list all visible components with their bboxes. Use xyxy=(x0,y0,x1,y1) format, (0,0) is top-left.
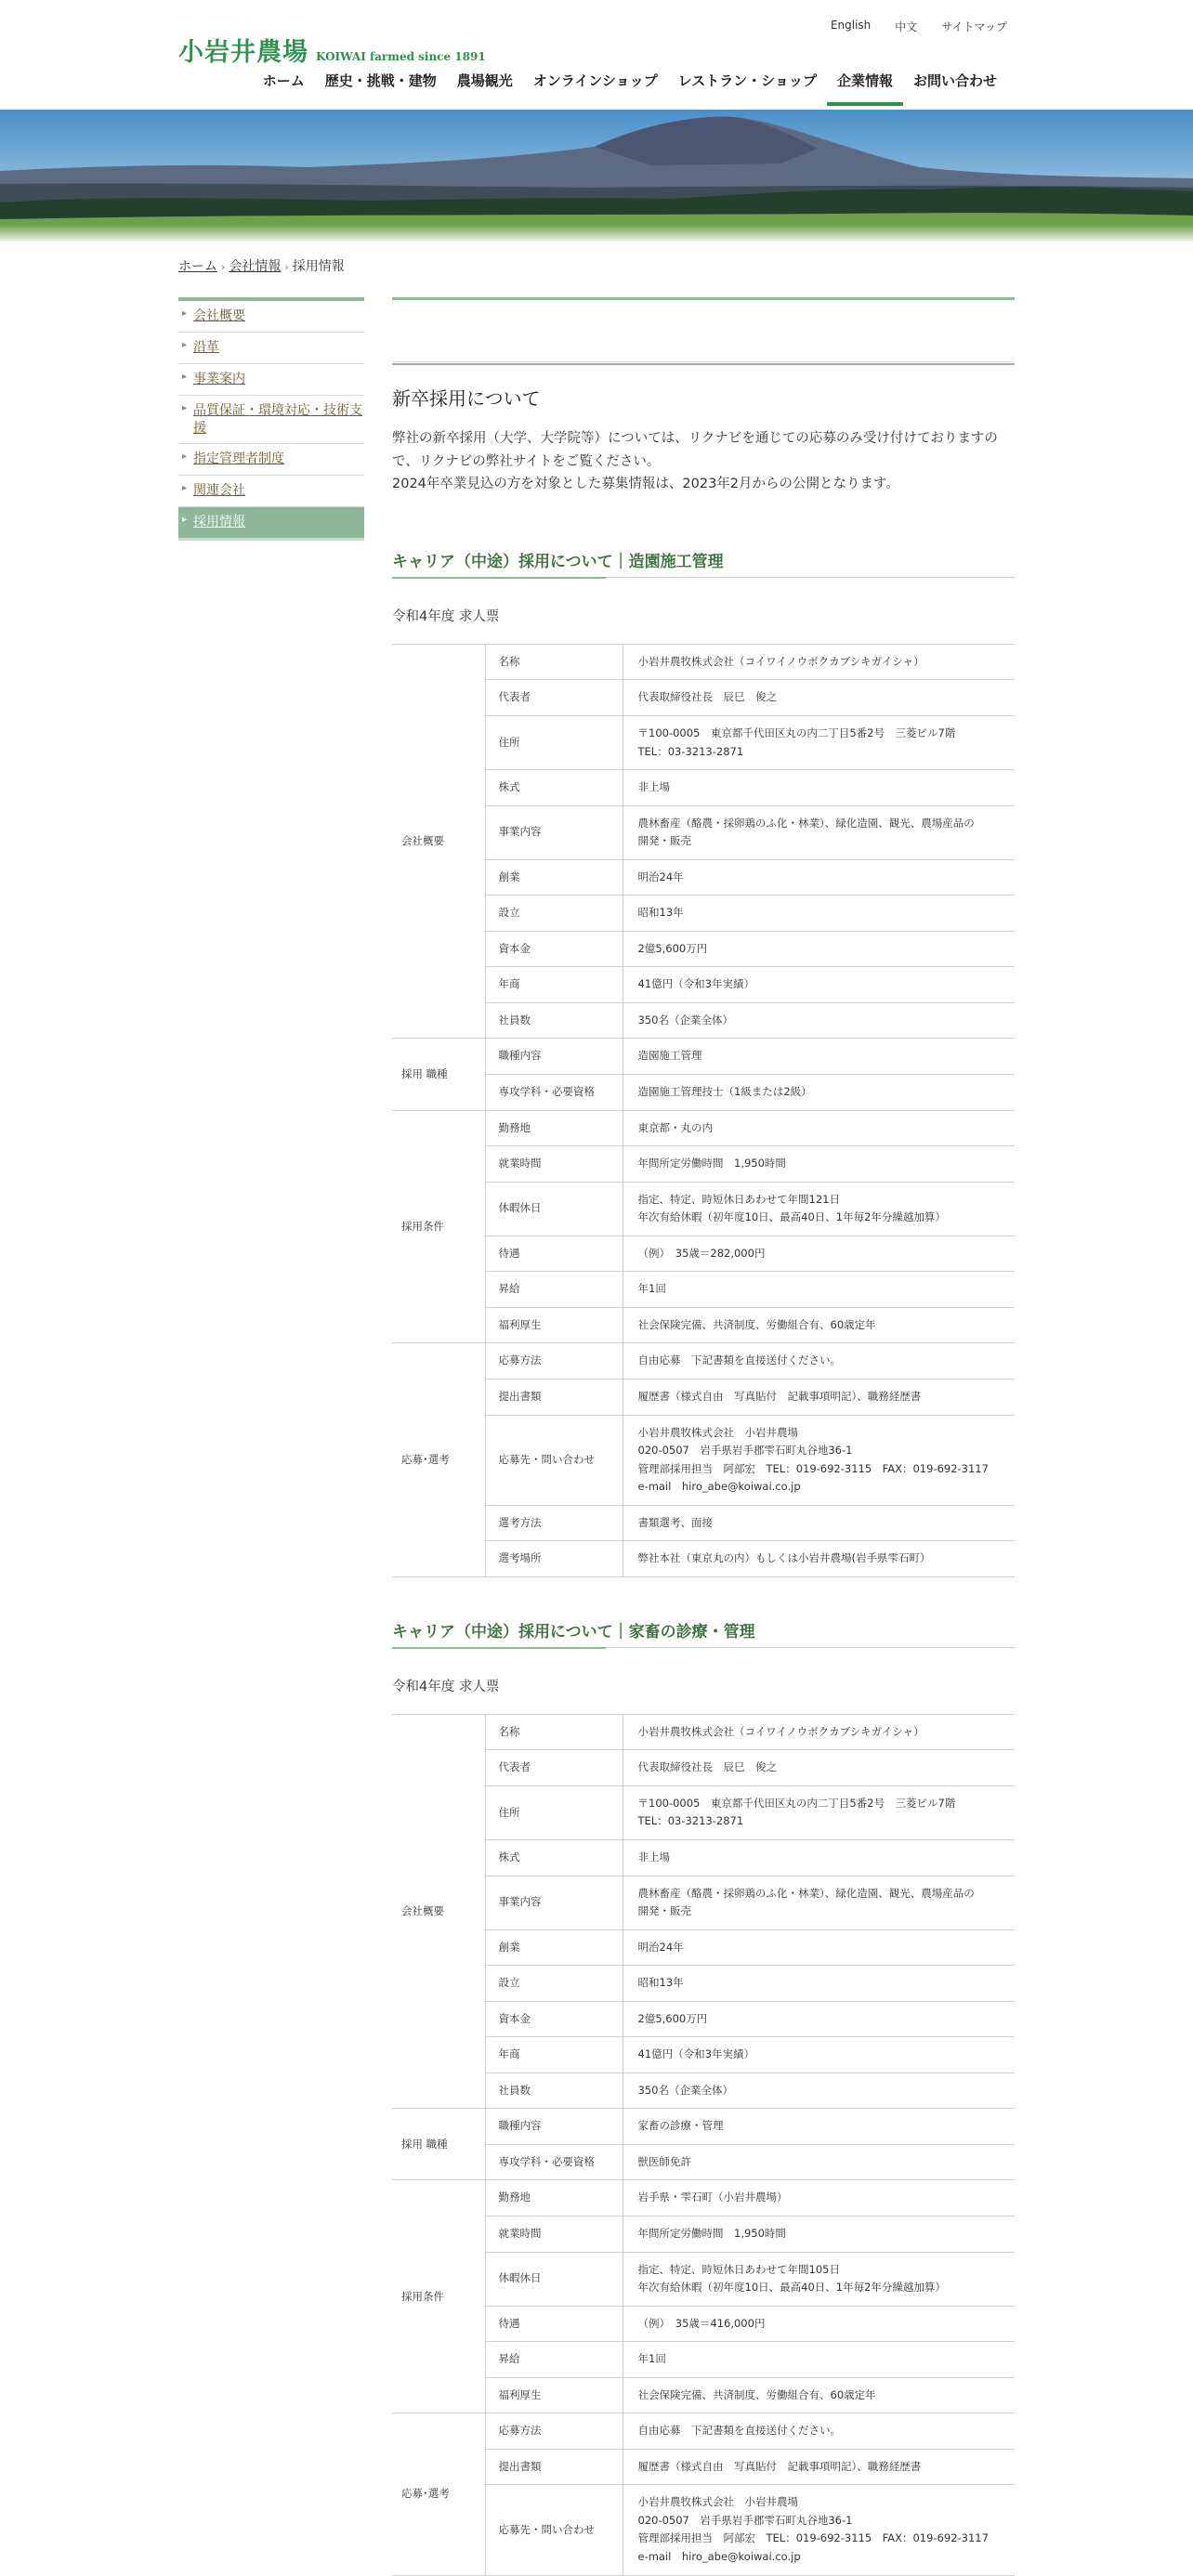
table-field-value: 年1回 xyxy=(623,2342,1015,2378)
utility-nav xyxy=(831,19,1007,34)
table-row xyxy=(392,1039,1015,1075)
logo-text: 小岩井農場 xyxy=(178,38,308,67)
table-row xyxy=(392,680,1015,716)
table-row xyxy=(392,716,1015,770)
table-field-label: 職種内容 xyxy=(485,1039,623,1075)
table-row xyxy=(392,896,1015,932)
table-field-value: 非上場 xyxy=(623,1839,1015,1876)
table-row xyxy=(392,644,1015,680)
table-field-value: 2億5,600万円 xyxy=(623,2001,1015,2037)
table-field-value: （例） 35歳＝282,000円 xyxy=(623,1236,1015,1272)
newgrad-schedule: 2024年卒業見込の方を対象とした募集情報は、2023年2月からの公開となります。 xyxy=(392,477,899,492)
table-field-value: 書類選考、面接 xyxy=(623,1505,1015,1541)
table-row xyxy=(392,1110,1015,1146)
main-top-rule xyxy=(392,297,1015,362)
career2-title: キャリア（中途）採用について｜家畜の診療・管理 xyxy=(392,1618,1015,1648)
breadcrumb-separator-icon: › xyxy=(221,261,226,273)
career2-job-table xyxy=(392,1714,1015,2576)
table-field-value: 明治24年 xyxy=(623,859,1015,896)
table-field-value: 東京都・丸の内 xyxy=(623,1110,1015,1146)
table-field-label: 住所 xyxy=(485,1785,623,1839)
table-row xyxy=(392,2485,1015,2575)
table-row xyxy=(392,1236,1015,1272)
table-row xyxy=(392,1182,1015,1236)
table-row xyxy=(392,1839,1015,1876)
table-row xyxy=(392,1714,1015,1750)
table-field-label: 創業 xyxy=(485,1929,623,1966)
table-field-value: 弊社本社（東京丸の内）もしくは小岩井農場(岩手県雫石町） xyxy=(623,1541,1015,1577)
table-field-label: 専攻学科・必要資格 xyxy=(485,2144,623,2180)
table-row xyxy=(392,1785,1015,1839)
table-field-value: 岩手県・雫石町（小岩井農場） xyxy=(623,2180,1015,2216)
table-field-value: 年間所定労働時間 1,950時間 xyxy=(623,1146,1015,1183)
table-field-value: 2億5,600万円 xyxy=(623,931,1015,967)
table-field-label: 就業時間 xyxy=(485,1146,623,1183)
breadcrumb xyxy=(178,242,1015,297)
table-field-label: 福利厚生 xyxy=(485,1307,623,1343)
nav-restaurant[interactable]: レストラン・ショップ xyxy=(677,72,817,89)
table-field-label: 昇給 xyxy=(485,2342,623,2378)
table-field-value: 代表取締役社長 辰巳 俊之 xyxy=(623,680,1015,716)
table-field-value: 指定、特定、時短休日あわせて年間121日 年次有給休暇（初年度10日、最高40日、1年毎2年分繰越加算） xyxy=(623,1182,1015,1236)
table-field-value: 350名（企業全体） xyxy=(623,2073,1015,2109)
nav-online-shop[interactable]: オンラインショップ xyxy=(532,72,658,89)
table-field-label: 年商 xyxy=(485,967,623,1003)
table-field-label: 待遇 xyxy=(485,1236,623,1272)
table-row xyxy=(392,931,1015,967)
table-row xyxy=(392,2413,1015,2450)
table-field-label: 年商 xyxy=(485,2037,623,2073)
table-row xyxy=(392,1379,1015,1415)
table-field-value: 41億円（令和3年実績） xyxy=(623,967,1015,1003)
nav-tourism[interactable]: 農場観光 xyxy=(456,72,513,89)
table-field-value: 代表取締役社長 辰巳 俊之 xyxy=(623,1750,1015,1786)
table-field-value: 非上場 xyxy=(623,770,1015,806)
table-row xyxy=(392,2180,1015,2216)
table-field-value: 小岩井農牧株式会社（コイワイノウボクカブシキガイシャ） xyxy=(623,1714,1015,1750)
breadcrumb-current: 採用情報 xyxy=(292,259,345,274)
table-field-value: 小岩井農牧株式会社 小岩井農場 020-0507 岩手県岩手郡雫石町丸谷地36-1 管理部採用担当 阿部宏 TEL：019-692-3115 FAX：019-692-3117 e-mail hiro_abe@koiwai.co.jp xyxy=(623,2485,1015,2575)
util-link-chinese[interactable]: 中文 xyxy=(895,20,918,33)
breadcrumb-separator-icon: › xyxy=(284,261,289,273)
career1-title: キャリア（中途）採用について｜造園施工管理 xyxy=(392,548,1015,578)
mountain-illustration xyxy=(0,110,1193,242)
table-field-label: 勤務地 xyxy=(485,2180,623,2216)
table-row xyxy=(392,1966,1015,2002)
table-row xyxy=(392,1929,1015,1966)
table-field-value: （例） 35歳＝416,000円 xyxy=(623,2306,1015,2342)
table-group-label: 採用 職種 xyxy=(392,1039,485,1110)
table-field-value: 年1回 xyxy=(623,1272,1015,1308)
table-field-value: 350名（企業全体） xyxy=(623,1002,1015,1039)
table-field-value: 農林畜産（酪農・採卵鶏のふ化・林業）、緑化造園、観光、農場産品の 開発・販売 xyxy=(623,1876,1015,1929)
table-field-label: 休暇休日 xyxy=(485,2252,623,2306)
table-field-label: 応募先・問い合わせ xyxy=(485,1415,623,1505)
table-group-label: 会社概要 xyxy=(392,1714,485,2109)
table-field-label: 提出書類 xyxy=(485,1379,623,1415)
table-field-value: 獣医師免許 xyxy=(623,2144,1015,2180)
table-field-label: 代表者 xyxy=(485,680,623,716)
table-field-label: 名称 xyxy=(485,1714,623,1750)
table-row xyxy=(392,1272,1015,1308)
table-field-value: 家畜の診療・管理 xyxy=(623,2109,1015,2145)
table-field-label: 創業 xyxy=(485,859,623,896)
table-row xyxy=(392,2252,1015,2306)
newgrad-text: 弊社の新卒採用（大学、大学院等）については、リクナビを通じての応募のみ受け付けておりますので、リクナビの弊社サイトをご覧ください。 xyxy=(392,431,998,469)
table-field-label: 選考場所 xyxy=(485,1541,623,1577)
table-group-label: 採用 職種 xyxy=(392,2109,485,2180)
table-row xyxy=(392,2342,1015,2378)
table-row xyxy=(392,1415,1015,1505)
table-field-label: 資本金 xyxy=(485,2001,623,2037)
table-field-label: 設立 xyxy=(485,1966,623,2002)
global-nav xyxy=(253,59,1007,106)
table-field-value: 履歴書（様式自由 写真貼付 記載事項明記）、職務経歴書 xyxy=(623,1379,1015,1415)
nav-home[interactable]: ホーム xyxy=(262,72,305,89)
table-group-label: 採用条件 xyxy=(392,1110,485,1343)
table-field-value: 小岩井農牧株式会社（コイワイノウボクカブシキガイシャ） xyxy=(623,644,1015,680)
table-field-value: 造園施工管理技士（1級または2級） xyxy=(623,1075,1015,1111)
table-field-value: 指定、特定、時短休日あわせて年間105日 年次有給休暇（初年度10日、最高40日、1年毎2年分繰越加算） xyxy=(623,2252,1015,2306)
table-row xyxy=(392,2306,1015,2342)
table-row xyxy=(392,1343,1015,1380)
table-field-label: 社員数 xyxy=(485,2073,623,2109)
table-field-label: 住所 xyxy=(485,716,623,770)
table-field-label: 休暇休日 xyxy=(485,1182,623,1236)
table-field-value: 41億円（令和3年実績） xyxy=(623,2037,1015,2073)
table-field-label: 昇給 xyxy=(485,1272,623,1308)
career1-year: 令和4年度 求人票 xyxy=(392,608,500,624)
table-row xyxy=(392,2449,1015,2485)
table-row xyxy=(392,2001,1015,2037)
table-field-value: 昭和13年 xyxy=(623,896,1015,932)
table-field-label: 職種内容 xyxy=(485,2109,623,2145)
table-field-label: 専攻学科・必要資格 xyxy=(485,1075,623,1111)
nav-company[interactable]: 企業情報 xyxy=(827,59,903,106)
table-field-label: 株式 xyxy=(485,770,623,806)
sidebar-item-history[interactable]: ▸ 沿革 xyxy=(178,333,364,364)
sidebar-item-recruit[interactable]: ▸ 採用情報 xyxy=(178,507,364,541)
table-field-value: 昭和13年 xyxy=(623,1966,1015,2002)
table-row xyxy=(392,1505,1015,1541)
table-field-value: 社会保険完備、共済制度、労働組合有、60歳定年 xyxy=(623,2377,1015,2413)
table-field-label: 代表者 xyxy=(485,1750,623,1786)
main-content xyxy=(392,297,1015,2576)
table-field-label: 事業内容 xyxy=(485,1876,623,1929)
table-field-label: 選考方法 xyxy=(485,1505,623,1541)
table-row xyxy=(392,1307,1015,1343)
table-field-value: 小岩井農牧株式会社 小岩井農場 020-0507 岩手県岩手郡雫石町丸谷地36-1 管理部採用担当 阿部宏 TEL：019-692-3115 FAX：019-692-3117 e-mail hiro_abe@koiwai.co.jp xyxy=(623,1415,1015,1505)
table-field-label: 設立 xyxy=(485,896,623,932)
table-field-label: 応募方法 xyxy=(485,1343,623,1380)
table-field-label: 提出書類 xyxy=(485,2449,623,2485)
career1-job-table xyxy=(392,644,1015,1577)
table-row xyxy=(392,2216,1015,2252)
table-field-value: 年間所定労働時間 1,950時間 xyxy=(623,2216,1015,2252)
table-field-value: 自由応募 下記書類を直接送付ください。 xyxy=(623,1343,1015,1380)
nav-contact[interactable]: お問い合わせ xyxy=(912,72,997,89)
table-field-value: 〒100-0005 東京都千代田区丸の内二丁目5番2号 三菱ビル7階 TEL：03-3213-2871 xyxy=(623,716,1015,770)
util-link-english[interactable]: English xyxy=(830,19,872,32)
table-row xyxy=(392,2144,1015,2180)
table-field-label: 勤務地 xyxy=(485,1110,623,1146)
table-field-label: 応募先・問い合わせ xyxy=(485,2485,623,2575)
breadcrumb-company[interactable]: 会社情報 xyxy=(229,259,282,274)
table-field-value: 農林畜産（酪農・採卵鶏のふ化・林業）、緑化造園、観光、農場産品の 開発・販売 xyxy=(623,805,1015,859)
util-link-sitemap[interactable]: サイトマップ xyxy=(941,20,1007,33)
table-field-label: 待遇 xyxy=(485,2306,623,2342)
table-row xyxy=(392,2377,1015,2413)
sidebar xyxy=(178,297,364,2576)
table-row xyxy=(392,770,1015,806)
table-row xyxy=(392,2037,1015,2073)
table-field-value: 履歴書（様式自由 写真貼付 記載事項明記）、職務経歴書 xyxy=(623,2449,1015,2485)
sidebar-item-affiliates[interactable]: ▸ 関連会社 xyxy=(178,476,364,507)
table-field-label: 株式 xyxy=(485,1839,623,1876)
table-group-label: 応募･選考 xyxy=(392,2413,485,2575)
hero-mountain-image xyxy=(0,110,1193,242)
table-row xyxy=(392,805,1015,859)
table-group-label: 会社概要 xyxy=(392,644,485,1039)
table-field-value: 自由応募 下記書類を直接送付ください。 xyxy=(623,2413,1015,2450)
logo-tagline: KOIWAI farmed since 1891 xyxy=(316,50,486,63)
table-field-label: 事業内容 xyxy=(485,805,623,859)
table-field-label: 福利厚生 xyxy=(485,2377,623,2413)
table-row xyxy=(392,967,1015,1003)
sidebar-item-overview[interactable]: ▸ 会社概要 xyxy=(178,301,364,333)
table-row xyxy=(392,1541,1015,1577)
table-field-value: 明治24年 xyxy=(623,1929,1015,1966)
table-row xyxy=(392,859,1015,896)
table-row xyxy=(392,2109,1015,2145)
table-group-label: 応募･選考 xyxy=(392,1343,485,1576)
table-field-label: 応募方法 xyxy=(485,2413,623,2450)
newgrad-title: 新卒採用について xyxy=(392,387,541,410)
table-row xyxy=(392,1750,1015,1786)
table-row xyxy=(392,1002,1015,1039)
table-field-value: 造園施工管理 xyxy=(623,1039,1015,1075)
nav-history[interactable]: 歴史・挑戦・建物 xyxy=(324,72,437,89)
sidebar-item-business[interactable]: ▸ 事業案内 xyxy=(178,364,364,396)
table-row xyxy=(392,1146,1015,1183)
table-field-label: 名称 xyxy=(485,644,623,680)
table-field-label: 社員数 xyxy=(485,1002,623,1039)
breadcrumb-home[interactable]: ホーム xyxy=(178,259,217,274)
table-row xyxy=(392,1876,1015,1929)
table-group-label: 採用条件 xyxy=(392,2180,485,2413)
table-field-value: 〒100-0005 東京都千代田区丸の内二丁目5番2号 三菱ビル7階 TEL：03-3213-2871 xyxy=(623,1785,1015,1839)
table-row xyxy=(392,1075,1015,1111)
sidebar-item-quality[interactable]: ▸ 品質保証・環境対応・技術支援 xyxy=(178,396,364,445)
table-row xyxy=(392,2073,1015,2109)
table-field-label: 資本金 xyxy=(485,931,623,967)
career2-year: 令和4年度 求人票 xyxy=(392,1679,500,1694)
table-field-label: 就業時間 xyxy=(485,2216,623,2252)
table-field-value: 社会保険完備、共済制度、労働組合有、60歳定年 xyxy=(623,1307,1015,1343)
sidebar-item-designated-manager[interactable]: ▸ 指定管理者制度 xyxy=(178,444,364,476)
